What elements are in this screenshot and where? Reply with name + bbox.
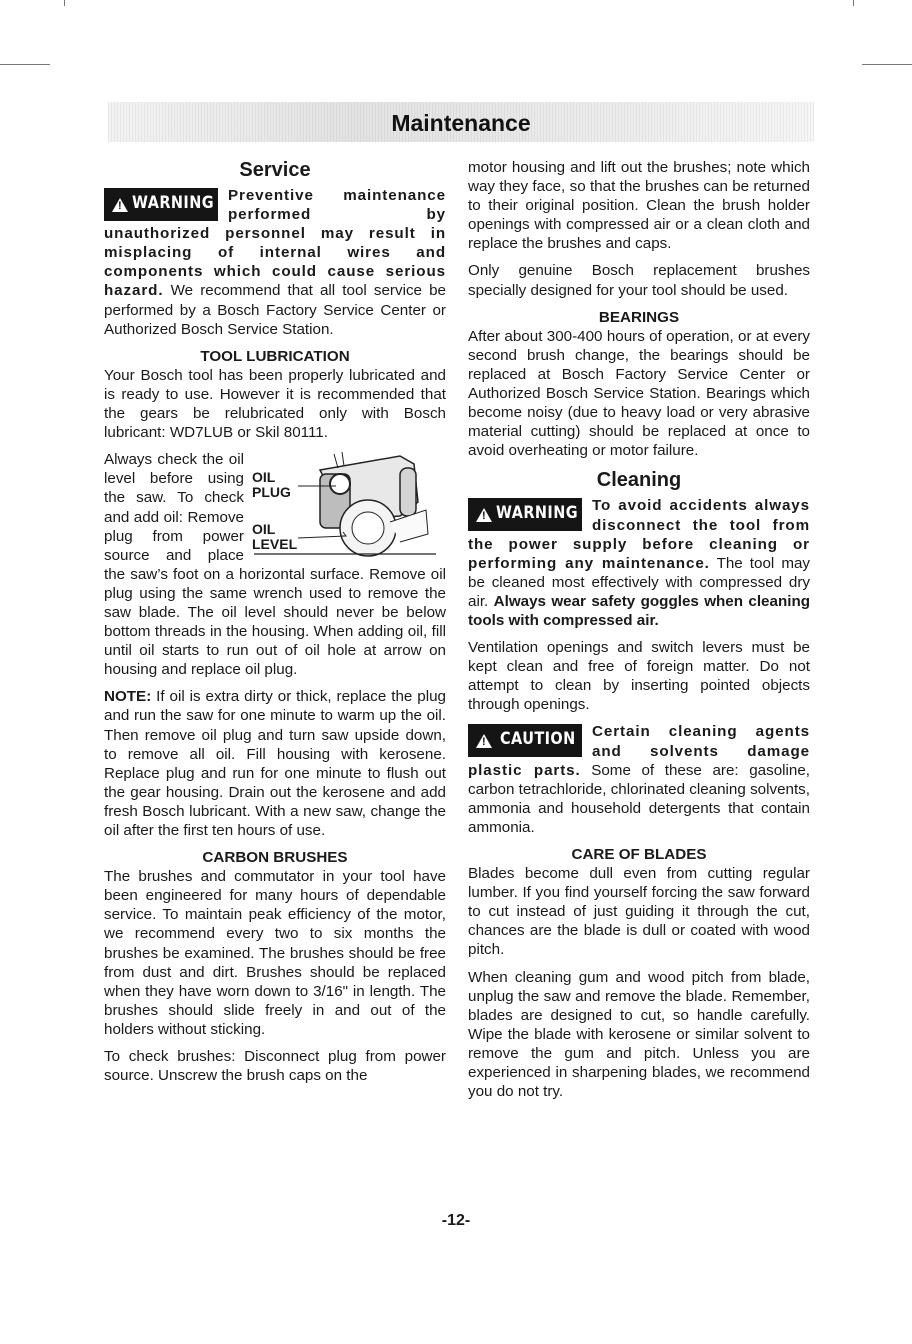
service-heading: Service: [239, 159, 311, 181]
service-warning-paragraph: [104, 186, 446, 339]
cleaning-warning-paragraph: [468, 496, 810, 630]
bearings-paragraph: After about 300-400 hours of operation, or at every second brush change, the bearings should be replaced at Bosch Factory Service Center or Authorized Bosch Service Station. Bearings which become noisy (due to heavy load or very abrasive material cutting) should be replaced at once to avoid overheating or motor failure.: [468, 327, 810, 460]
service-warning-bold: Preventive maintenance performed by unauthorized personnel may result in misplacing of internal wires and components which could cause serious hazard.: [104, 187, 446, 300]
warning-triangle-icon: !: [476, 508, 492, 522]
left-column: [104, 158, 446, 1093]
blade-cleaning-paragraph: When cleaning gum and wood pitch from blade, unplug the saw and remove the blade. Remember, blades are designed to cut, so handle carefully. Wipe the blade with kerosene or similar solvent to remove the gum and pitch. Unless you are experienced in sharpening blades, we recommend you do not try.: [468, 968, 810, 1101]
bearings-heading: BEARINGS: [598, 308, 680, 326]
crop-mark: [862, 64, 912, 65]
tool-lubrication-paragraph: Your Bosch tool has been properly lubricated and is ready to use. However it is recommended that the gears be relubricated only with Bosch lubricant: WD7LUB or Skil 80111.: [104, 366, 446, 442]
warning-triangle-icon: !: [112, 198, 128, 212]
oil-check-paragraph: OIL PLUG OIL LEVEL Always check the oil level before using the saw. To check and add oil: Remove plug from power source and place the saw’s foot on a horizontal surface. Remove oil plug using the same wrench used to remove the saw blade. The oil level should never be below bottom threads in the housing. When adding oil, fill until oil starts to run out of oil hole at arrow on housing and replace oil plug.: [104, 451, 446, 679]
caution-triangle-icon: !: [476, 734, 492, 748]
page-number: -12-: [441, 1212, 471, 1229]
cleaning-warning-text: The tool may be cleaned most effectively with compressed dry air.: [468, 554, 811, 610]
warning-badge: ! WARNING: [104, 188, 218, 221]
goggles-warning-bold: Always wear safety goggles when cleaning tools with compressed air.: [468, 592, 810, 629]
ventilation-paragraph: Ventilation openings and switch levers must be kept clean and free of foreign matter. Do not attempt to clean by inserting pointed objects through openings.: [468, 639, 810, 714]
warning-badge: ! WARNING: [468, 498, 582, 531]
caution-bold: Certain cleaning agents and solvents damage plastic parts.: [468, 723, 810, 779]
caution-text: Some of these are: gasoline, carbon tetrachloride, chlorinated cleaning solvents, ammonia and household detergents that contain ammonia.: [468, 761, 810, 836]
carbon-brushes-paragraph: The brushes and commutator in your tool have been engineered for many hours of dependable service. To maintain peak efficiency of the motor, we recommend every two to six months the brushes be examined. The brushes should be free from dust and dirt. Brushes should be replaced when they have worn down to 3/16" in length. The brushes should slide freely in and out of the holders without sticking.: [104, 868, 446, 1038]
genuine-brushes-paragraph: Only genuine Bosch replacement brushes specially designed for your tool should be used.: [468, 262, 810, 299]
caution-paragraph: [468, 722, 810, 837]
oil-level-figure: [250, 450, 446, 558]
tool-lubrication-heading: TOOL LUBRICATION: [200, 347, 350, 365]
crop-mark: [64, 0, 65, 6]
care-of-blades-heading: CARE OF BLADES: [571, 846, 707, 863]
oil-level-label: OIL LEVEL: [252, 521, 298, 553]
crop-mark: [0, 64, 50, 65]
note-label: NOTE:: [104, 688, 152, 706]
note-paragraph: [104, 687, 446, 840]
page-title: Maintenance: [391, 110, 531, 136]
crop-mark: [853, 0, 854, 6]
oil-plug-label: OIL PLUG: [252, 469, 291, 501]
brushes-continued-paragraph: motor housing and lift out the brushes; note which way they face, so that the brushes can be returned to their original position. Clean the brush holder openings with compressed air or a clean cloth and replace the brushes and caps.: [468, 159, 810, 253]
caution-badge: ! CAUTION: [468, 724, 582, 757]
check-brushes-paragraph: To check brushes: Disconnect plug from power source. Unscrew the brush caps on the: [104, 1048, 446, 1085]
cleaning-warning-bold: To avoid accidents always disconnect the tool from the power supply before cleaning or performing any maintenance.: [468, 497, 810, 572]
section-banner: [108, 102, 814, 142]
care-of-blades-paragraph: Blades become dull even from cutting regular lumber. If you find yourself forcing the saw forward to cut instead of just guiding it through the cut, chances are the blade is dull or coated with wood pitch.: [468, 865, 810, 959]
service-warning-text: We recommend that all tool service be performed by a Bosch Factory Service Center or Authorized Bosch Service Station.: [104, 282, 446, 338]
cleaning-heading: Cleaning: [596, 469, 682, 492]
carbon-brushes-heading: CARBON BRUSHES: [202, 849, 348, 867]
note-text: If oil is extra dirty or thick, replace the plug and run the saw for one minute to warm up the oil. Then remove oil plug and turn saw upside down, to remove all oil. Fill housing with kerosene. Replace plug and run for one minute to flush out the gear housing. Drain out the kerosene and add fresh Bosch lubricant. With a new saw, change the oil after the first ten hours of use.: [104, 688, 446, 839]
right-column: [468, 158, 810, 1109]
